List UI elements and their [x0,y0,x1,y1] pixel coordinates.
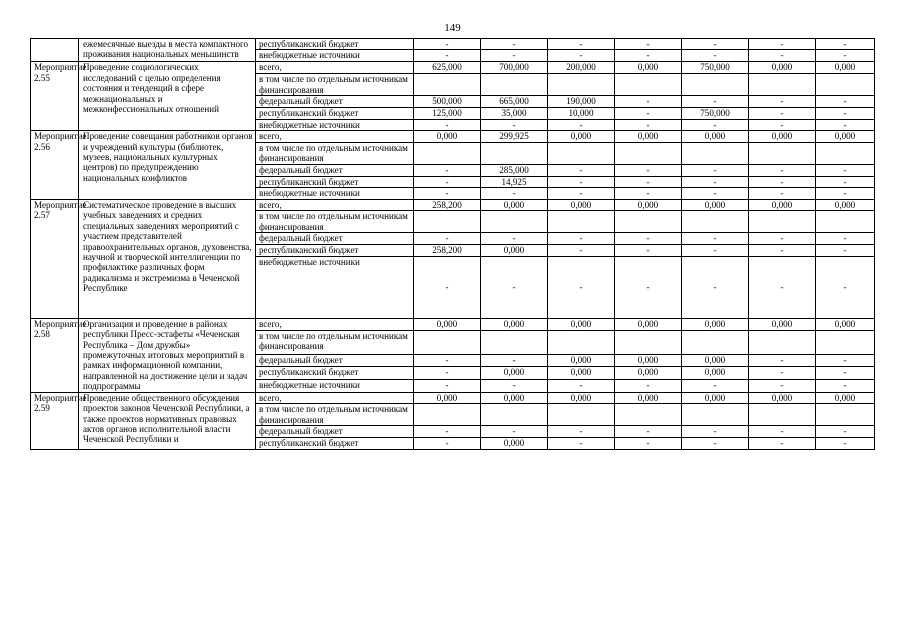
funding-value-year-1: - [414,354,481,366]
funding-source: внебюджетные источники [256,119,414,130]
funding-value-year-7: - [816,188,875,200]
funding-value-year-2: 35,000 [481,107,548,119]
funding-value-year-7: 0,000 [816,392,875,403]
measure-id: Мероприятие 2.59 [31,392,79,449]
funding-value-year-5: - [682,438,749,450]
funding-value-year-3: 0,000 [548,200,615,211]
funding-value-year-1: - [414,164,481,176]
funding-value-year-1: 125,000 [414,107,481,119]
funding-value-year-7: - [816,426,875,438]
funding-value-year-6: - [749,244,816,256]
measure-name: Систематическое проведение в высших учебных заведениях и средних специальных заведениях мероприятий с участием представителей правоохранительных органов, духовенства, научной и творческой интеллигенции по профилактике различных форм радикализма и экстремизма в Чеченской Республике [79,200,256,319]
funding-source: республиканский бюджет [256,176,414,187]
funding-value-year-4: - [615,164,682,176]
funding-value-year-1: - [414,119,481,130]
funding-value-year-1: - [414,426,481,438]
funding-source: в том числе по отдельным источникам финансирования [256,142,414,164]
funding-value-year-4: 0,000 [615,200,682,211]
funding-source: республиканский бюджет [256,39,414,50]
funding-value-year-2: 0,000 [481,438,548,450]
funding-value-year-5: 0,000 [682,131,749,142]
funding-value-year-3: 0,000 [548,366,615,379]
funding-value-year-2: 14,925 [481,176,548,187]
funding-value-year-3: - [548,256,615,318]
funding-value-year-6: - [749,379,816,392]
funding-value-year-5: 750,000 [682,107,749,119]
funding-value-year-4: 0,000 [615,366,682,379]
funding-value-year-5: 0,000 [682,354,749,366]
funding-value-year-6: - [749,256,816,318]
funding-value-year-7: - [816,438,875,450]
funding-source: в том числе по отдельным источникам финансирования [256,404,414,426]
funding-value-year-1: - [414,39,481,50]
funding-value-year-2: 0,000 [481,244,548,256]
funding-value-year-3: 200,000 [548,62,615,74]
funding-source: всего, [256,131,414,142]
funding-value-year-2 [481,74,548,96]
funding-value-year-5: - [682,426,749,438]
funding-value-year-6: - [749,426,816,438]
measure-id: Мероприятие 2.58 [31,318,79,392]
funding-value-year-7 [816,74,875,96]
funding-value-year-4: - [615,188,682,200]
funding-source: федеральный бюджет [256,233,414,244]
funding-value-year-3: - [548,244,615,256]
funding-value-year-5: - [682,188,749,200]
funding-source: федеральный бюджет [256,164,414,176]
funding-value-year-3: 0,000 [548,354,615,366]
funding-value-year-2: 0,000 [481,200,548,211]
funding-value-year-7: - [816,366,875,379]
funding-value-year-2: 700,000 [481,62,548,74]
funding-value-year-3 [548,142,615,164]
funding-value-year-3: - [548,438,615,450]
funding-value-year-3: 0,000 [548,131,615,142]
funding-value-year-6: 0,000 [749,318,816,330]
funding-value-year-6: - [749,96,816,107]
funding-value-year-7: - [816,244,875,256]
funding-value-year-4: - [615,244,682,256]
funding-value-year-2: - [481,256,548,318]
funding-value-year-5 [682,404,749,426]
funding-value-year-2: 299,925 [481,131,548,142]
funding-value-year-3: 190,000 [548,96,615,107]
funding-value-year-1: - [414,379,481,392]
funding-source: федеральный бюджет [256,426,414,438]
measure-id: Мероприятие 2.55 [31,62,79,131]
funding-value-year-5: - [682,176,749,187]
funding-value-year-2: - [481,233,548,244]
funding-value-year-1 [414,211,481,233]
funding-value-year-6 [749,404,816,426]
funding-value-year-3: 10,000 [548,107,615,119]
table-row [31,131,875,142]
funding-value-year-1: - [414,438,481,450]
funding-value-year-6: 0,000 [749,131,816,142]
funding-value-year-7 [816,142,875,164]
funding-value-year-7: - [816,256,875,318]
funding-value-year-1: - [414,50,481,62]
funding-value-year-6: - [749,438,816,450]
funding-value-year-4 [615,74,682,96]
funding-value-year-6: - [749,119,816,130]
funding-value-year-3: - [548,379,615,392]
funding-value-year-7 [816,331,875,355]
funding-value-year-2 [481,211,548,233]
funding-value-year-7: - [816,379,875,392]
funding-value-year-1 [414,74,481,96]
funding-value-year-3: - [548,233,615,244]
funding-value-year-5: - [682,50,749,62]
funding-value-year-7: - [816,50,875,62]
funding-value-year-5: - [682,244,749,256]
funding-value-year-4 [615,404,682,426]
funding-value-year-3: - [548,39,615,50]
funding-value-year-5: 0,000 [682,392,749,403]
funding-value-year-2: - [481,379,548,392]
funding-value-year-3: - [548,426,615,438]
funding-source: всего, [256,200,414,211]
measure-id: Мероприятие 2.56 [31,131,79,200]
funding-value-year-2: 285,000 [481,164,548,176]
funding-value-year-3 [548,404,615,426]
funding-value-year-7: - [816,164,875,176]
funding-value-year-5: - [682,119,749,130]
funding-value-year-7: 0,000 [816,62,875,74]
funding-value-year-6: 0,000 [749,392,816,403]
funding-value-year-6: - [749,164,816,176]
funding-value-year-7 [816,404,875,426]
funding-value-year-4 [615,211,682,233]
funding-value-year-4: - [615,119,682,130]
funding-value-year-2: - [481,119,548,130]
funding-value-year-2 [481,331,548,355]
funding-value-year-7: 0,000 [816,131,875,142]
funding-value-year-7: - [816,354,875,366]
funding-value-year-6 [749,331,816,355]
funding-source: республиканский бюджет [256,366,414,379]
funding-value-year-5: 0,000 [682,318,749,330]
funding-value-year-2: 0,000 [481,392,548,403]
funding-value-year-2: 0,000 [481,366,548,379]
table-row [31,39,875,50]
funding-value-year-6 [749,74,816,96]
funding-value-year-5: - [682,233,749,244]
funding-value-year-6: - [749,107,816,119]
funding-value-year-4: - [615,438,682,450]
funding-value-year-2: 0,000 [481,318,548,330]
funding-value-year-1 [414,142,481,164]
funding-value-year-5 [682,331,749,355]
table-body [31,39,875,450]
funding-value-year-7: - [816,119,875,130]
funding-value-year-1: 0,000 [414,392,481,403]
funding-value-year-4: 0,000 [615,354,682,366]
funding-value-year-1: 500,000 [414,96,481,107]
measure-id [31,39,79,62]
page-number: 149 [444,22,461,34]
measure-name: Проведение социологических исследований с целью определения состояния и тенденций в сфере межнациональных и межконфессиональных отношений [79,62,256,131]
funding-source: всего, [256,62,414,74]
funding-source: республиканский бюджет [256,107,414,119]
funding-value-year-3: - [548,188,615,200]
funding-value-year-6 [749,142,816,164]
funding-value-year-3: 0,000 [548,318,615,330]
funding-value-year-5: 750,000 [682,62,749,74]
funding-value-year-6: - [749,176,816,187]
measure-id: Мероприятие 2.57 [31,200,79,319]
funding-value-year-7: - [816,233,875,244]
funding-value-year-6: - [749,233,816,244]
funding-value-year-1: 258,200 [414,200,481,211]
table-row [31,318,875,330]
funding-value-year-3: - [548,176,615,187]
funding-value-year-7: 0,000 [816,318,875,330]
measure-name: ежемесячные выезды в места компактного проживания национальных меньшинств [79,39,256,62]
funding-value-year-1: 0,000 [414,131,481,142]
funding-value-year-4: - [615,426,682,438]
funding-value-year-5: - [682,379,749,392]
funding-value-year-5 [682,211,749,233]
funding-value-year-5 [682,142,749,164]
measure-name: Организация и проведение в районах республики Пресс-эстафеты «Чеченская Республика – Дом дружбы» промежуточных итоговых мероприятий в рамках информационной компании, направленной на достижение цели и задач подпрограммы [79,318,256,392]
funding-value-year-6: - [749,39,816,50]
funding-value-year-4: - [615,96,682,107]
funding-value-year-4: 0,000 [615,392,682,403]
funding-value-year-7 [816,211,875,233]
funding-value-year-6: - [749,354,816,366]
funding-source: всего, [256,318,414,330]
funding-value-year-5: - [682,96,749,107]
funding-value-year-5: - [682,256,749,318]
funding-value-year-4: - [615,256,682,318]
funding-value-year-7: - [816,107,875,119]
funding-value-year-2: 665,000 [481,96,548,107]
funding-value-year-5: - [682,39,749,50]
funding-value-year-4: - [615,107,682,119]
funding-value-year-4: - [615,379,682,392]
funding-value-year-7: - [816,96,875,107]
funding-value-year-6: - [749,366,816,379]
funding-value-year-1: 0,000 [414,318,481,330]
measure-name: Проведение совещания работников органов и учреждений культуры (библиотек, музеев, национальных культурных центров) по предупреждению национальных конфликтов [79,131,256,200]
funding-value-year-3 [548,331,615,355]
funding-value-year-4: 0,000 [615,131,682,142]
funding-value-year-2: - [481,188,548,200]
funding-value-year-5: 0,000 [682,366,749,379]
funding-value-year-1: 258,200 [414,244,481,256]
funding-source: федеральный бюджет [256,354,414,366]
funding-value-year-3: - [548,50,615,62]
funding-value-year-4: - [615,176,682,187]
measure-name: Проведение общественного обсуждения проектов законов Чеченской Республики, а также проектов нормативных правовых актов органов исполнительной власти Чеченской Республики и [79,392,256,449]
funding-value-year-1: - [414,176,481,187]
funding-value-year-3: - [548,164,615,176]
funding-table [30,38,875,450]
funding-value-year-1: - [414,233,481,244]
funding-value-year-1 [414,404,481,426]
funding-value-year-7: 0,000 [816,200,875,211]
funding-value-year-6: 0,000 [749,200,816,211]
funding-value-year-4: 0,000 [615,318,682,330]
funding-value-year-2: - [481,354,548,366]
funding-value-year-5: - [682,164,749,176]
funding-source: федеральный бюджет [256,96,414,107]
funding-value-year-4: - [615,50,682,62]
funding-value-year-7: - [816,39,875,50]
funding-value-year-2: - [481,39,548,50]
funding-value-year-1: - [414,366,481,379]
funding-value-year-3: - [548,119,615,130]
table-row [31,392,875,403]
funding-value-year-5 [682,74,749,96]
funding-source: внебюджетные источники [256,379,414,392]
funding-source: внебюджетные источники [256,50,414,62]
funding-value-year-4: - [615,39,682,50]
funding-value-year-6: - [749,50,816,62]
funding-source: в том числе по отдельным источникам финансирования [256,74,414,96]
funding-value-year-4 [615,142,682,164]
funding-source: в том числе по отдельным источникам финансирования [256,331,414,355]
funding-value-year-3 [548,74,615,96]
funding-value-year-7: - [816,176,875,187]
funding-value-year-2 [481,404,548,426]
funding-value-year-3 [548,211,615,233]
funding-value-year-2: - [481,426,548,438]
funding-source: республиканский бюджет [256,438,414,450]
funding-value-year-6: 0,000 [749,62,816,74]
funding-source: внебюджетные источники [256,256,414,318]
funding-value-year-6 [749,211,816,233]
funding-value-year-6: - [749,188,816,200]
funding-source: в том числе по отдельным источникам финансирования [256,211,414,233]
funding-value-year-2: - [481,50,548,62]
funding-value-year-1: - [414,256,481,318]
funding-value-year-2 [481,142,548,164]
funding-value-year-4: 0,000 [615,62,682,74]
funding-value-year-5: 0,000 [682,200,749,211]
funding-source: внебюджетные источники [256,188,414,200]
funding-value-year-4: - [615,233,682,244]
table-row [31,62,875,74]
funding-source: всего, [256,392,414,403]
funding-value-year-3: 0,000 [548,392,615,403]
funding-value-year-1: - [414,188,481,200]
funding-source: республиканский бюджет [256,244,414,256]
funding-value-year-4 [615,331,682,355]
table-row [31,200,875,211]
funding-value-year-1 [414,331,481,355]
funding-value-year-1: 625,000 [414,62,481,74]
